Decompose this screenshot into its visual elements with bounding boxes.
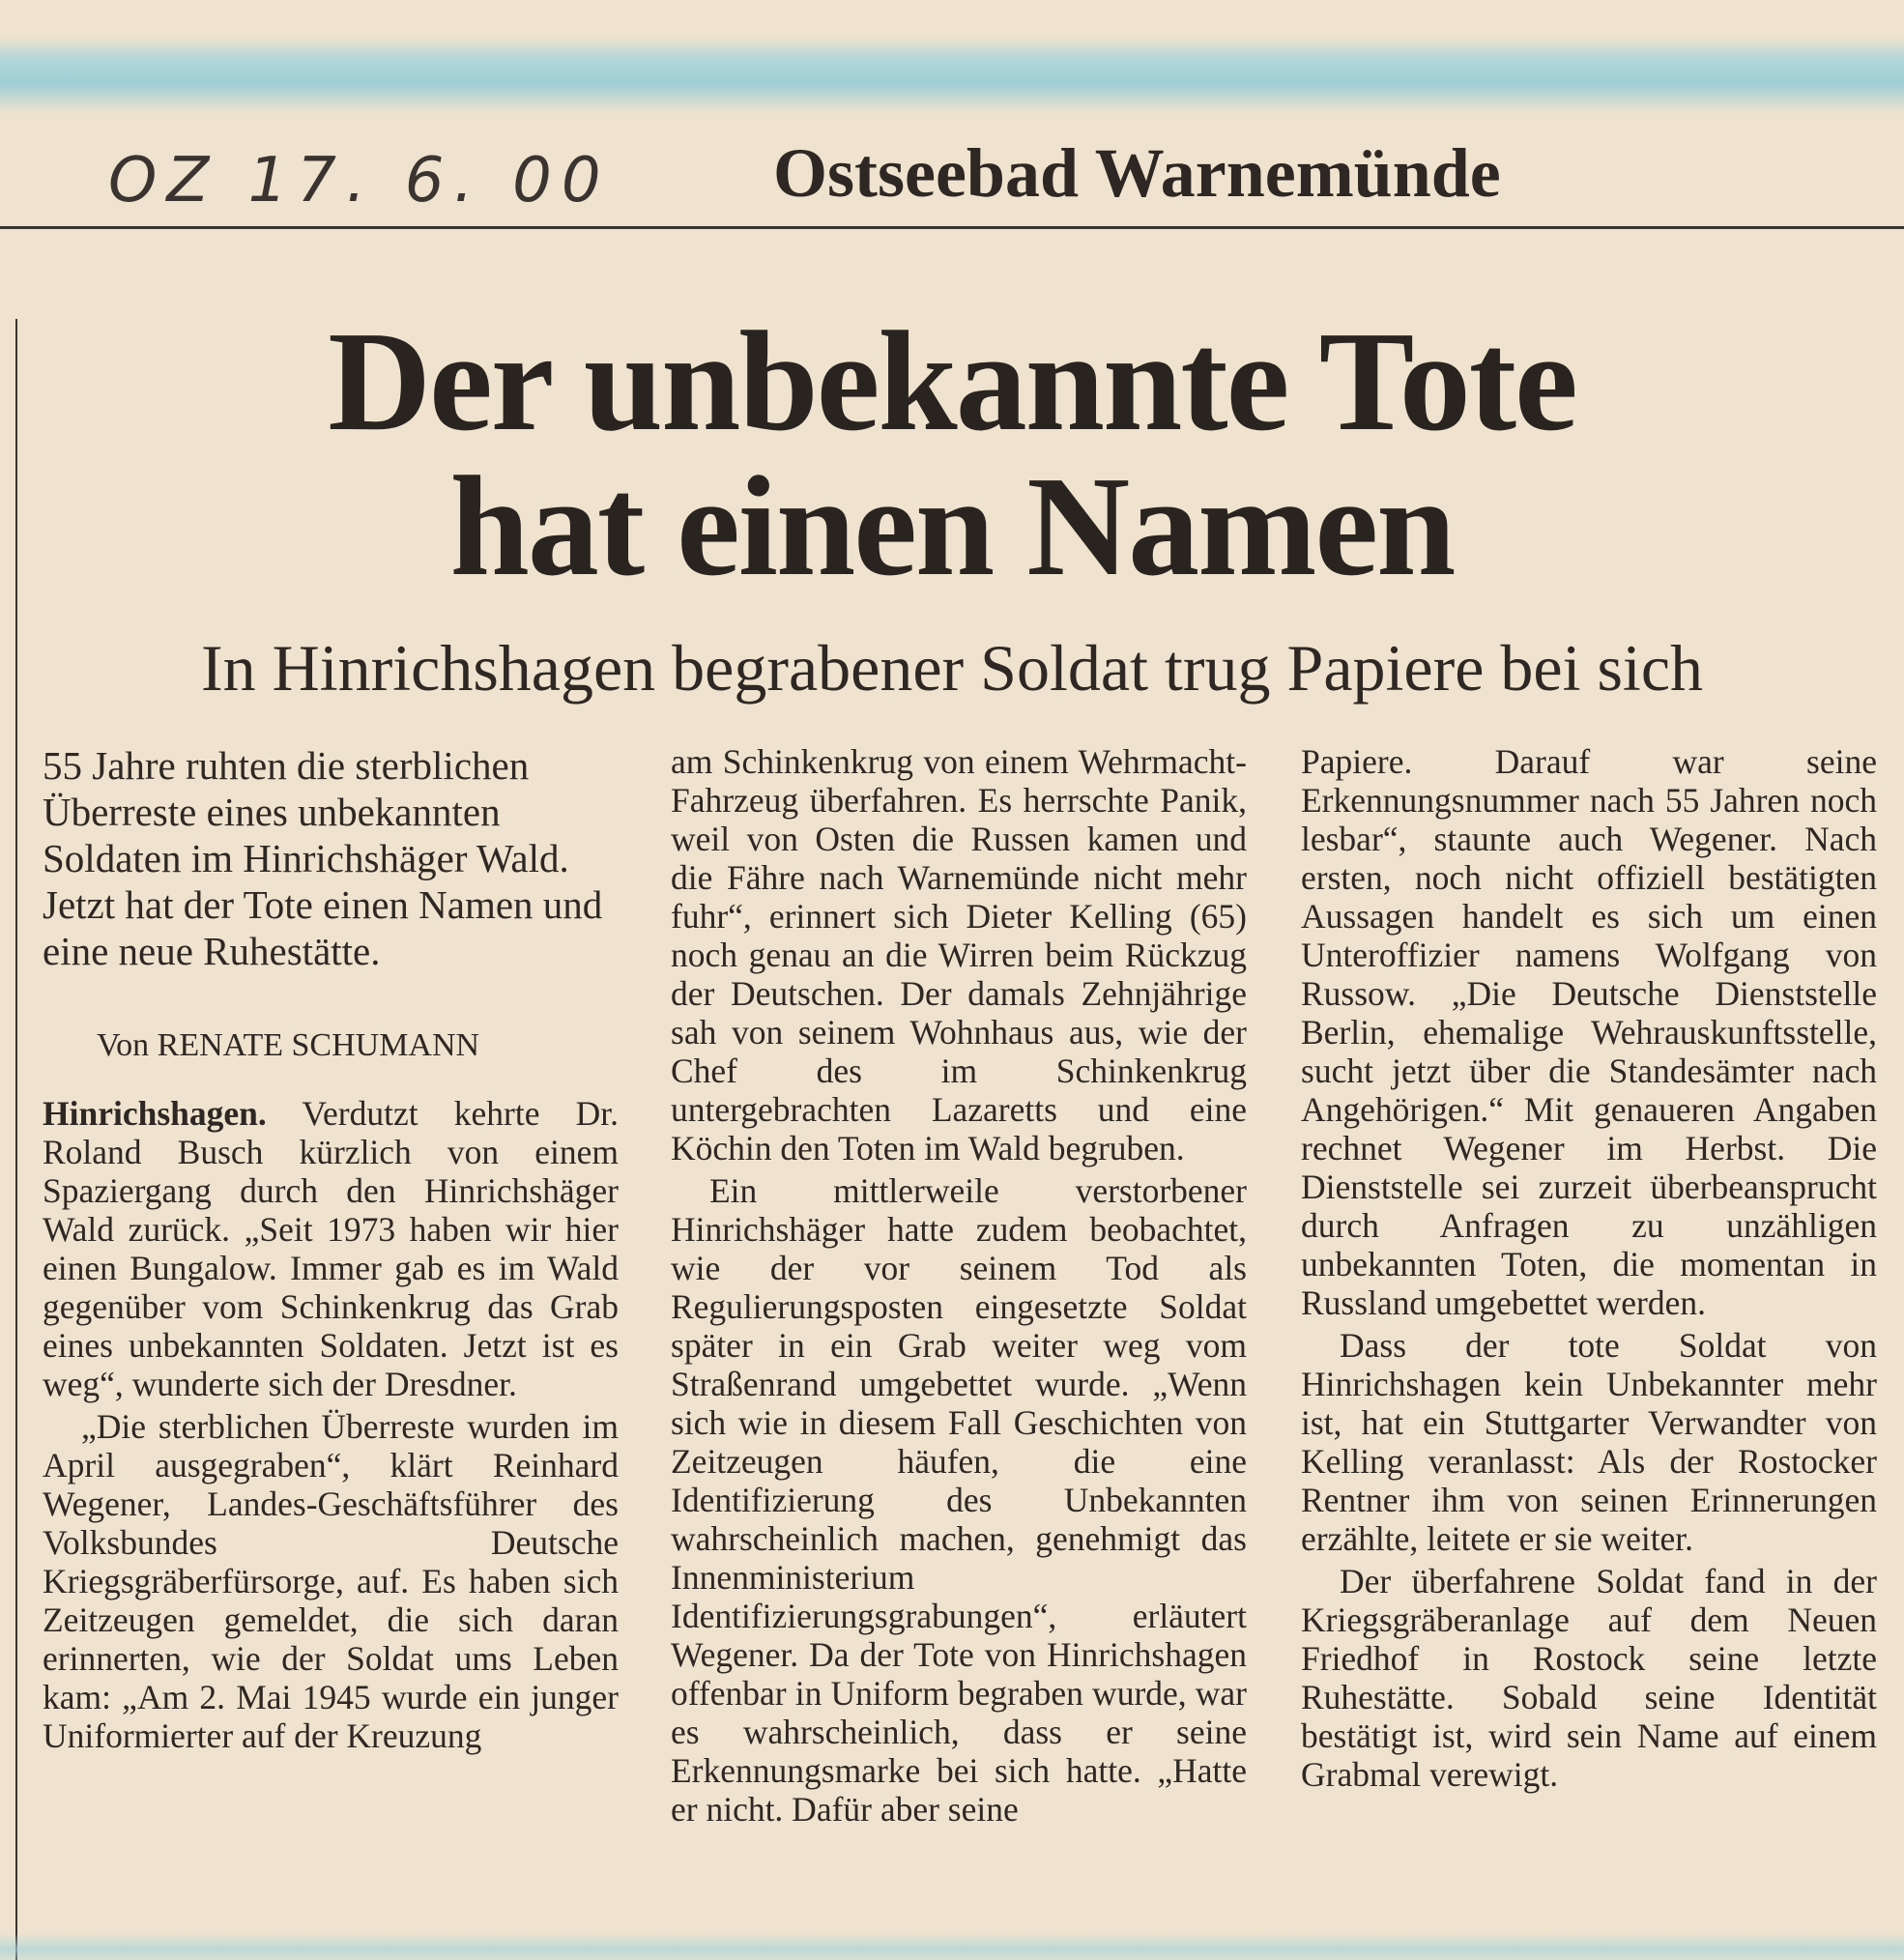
body-paragraph: Ein mittlerweile verstorbener Hinrichshäger hatte zudem beobachtet, wie der vor seinem Tod als Regulierungsposten eingesetzte Soldat später in ein Grab weiter weg vom Straßenrand umgebettet wurde. „Wenn sich wie in diesem Fall Geschichten von Zeitzeugen häufen, die eine Identifizierung des Unbekannten wahrscheinlich machen, genehmigt das Innenministerium Identifizierungsgrabungen“, erläutert Wegener. Da der Tote von Hinrichshagen offenbar in Uniform begraben wurde, war es wahrscheinlich, dass er seine Erkennungsmarke bei sich hatte. „Hatte er nicht. Dafür aber seine (671, 1171, 1247, 1829)
header-rule (0, 226, 1904, 229)
article-column-3 (1301, 742, 1877, 1794)
body-paragraph: „Die sterblichen Überreste wurden im April ausgegraben“, klärt Reinhard Wegener, Landes-Geschäftsführer des Volksbundes Deutsche Kriegsgräberfürsorge, auf. Es haben sich Zeitzeugen gemeldet, die sich daran erinnerten, wie der Soldat ums Leben kam: „Am 2. Mai 1945 wurde ein junger Uniformierter auf der Kreuzung (43, 1407, 619, 1755)
dateline: Hinrichshagen. (43, 1094, 267, 1133)
article-column-2 (671, 742, 1247, 1829)
body-paragraph (43, 1094, 619, 1403)
body-paragraph: Dass der tote Soldat von Hinrichshagen kein Unbekannter mehr ist, hat ein Stuttgarter Verwandter von Kelling veranlasst: Als der Rostocker Rentner ihm von seinen Erinnerungen erzählte, leitete er sie weiter. (1301, 1326, 1877, 1558)
left-rule (15, 319, 17, 1960)
article-column-1 (43, 742, 619, 1755)
headline-line-1: Der unbekannte Tote (328, 303, 1576, 461)
byline: Von RENATE SCHUMANN (97, 1027, 480, 1063)
body-paragraph: am Schinkenkrug von einem Wehrmacht-Fahrzeug überfahren. Es herrschte Panik, weil von Osten die Russen kamen und die Fähre nach Warnemünde nicht mehr fuhr“, erinnert sich Dieter Kelling (65) noch genau an die Wirren beim Rückzug der Deutschen. Der damals Zehnjährige sah von seinem Wohnhaus aus, wie der Chef des im Schinkenkrug untergebrachten Lazaretts und eine Köchin den Toten im Wald begruben. (671, 742, 1247, 1167)
body-text: Verdutzt kehrte Dr. Roland Busch kürzlich von einem Spaziergang durch den Hinrichshäger Wald zurück. „Seit 1973 haben wir hier einen Bungalow. Immer gab es im Wald gegenüber vom Schinkenkrug das Grab eines unbekannten Soldaten. Jetzt ist es weg“, wunderte sich der Dresdner. (43, 1094, 619, 1403)
headline (155, 303, 1749, 606)
subheadline: In Hinrichshagen begrabener Soldat trug Papiere bei sich (200, 631, 1704, 705)
lead-paragraph: 55 Jahre ruhten die sterblichen Überreste eines unbekannten Soldaten im Hinrichshäger Wald. Jetzt hat der Tote einen Namen und eine neue Ruhestätte. (43, 743, 603, 973)
body-paragraph: Der überfahrene Soldat fand in der Kriegsgräberanlage auf dem Neuen Friedhof in Rostock seine letzte Ruhestätte. Sobald seine Identität bestätigt ist, wird sein Name auf einem Grabmal verewigt. (1301, 1562, 1877, 1794)
highlight-stripe-top (0, 37, 1904, 114)
handwritten-date: OZ 17. 6. 00 (108, 145, 611, 216)
headline-line-2: hat einen Namen (449, 447, 1455, 606)
body-paragraph: Papiere. Darauf war seine Erkennungsnummer nach 55 Jahren noch lesbar“, staunte auch Wegener. Nach ersten, noch nicht offiziell bestätigten Aussagen handelt es sich um einen Unteroffizier namens Wolfgang von Russow. „Die Deutsche Dienststelle Berlin, ehemalige Wehrauskunftsstelle, sucht jetzt über die Standesämter nach Angehörigen.“ Mit genaueren Angaben rechnet Wegener im Herbst. Die Dienststelle sei zurzeit überbeansprucht durch Anfragen zu unzähligen unbekannten Toten, die momentan in Russland umgebettet werden. (1301, 742, 1877, 1322)
section-header: Ostseebad Warnemünde (773, 134, 1501, 212)
highlight-stripe-bottom (0, 1933, 1904, 1960)
